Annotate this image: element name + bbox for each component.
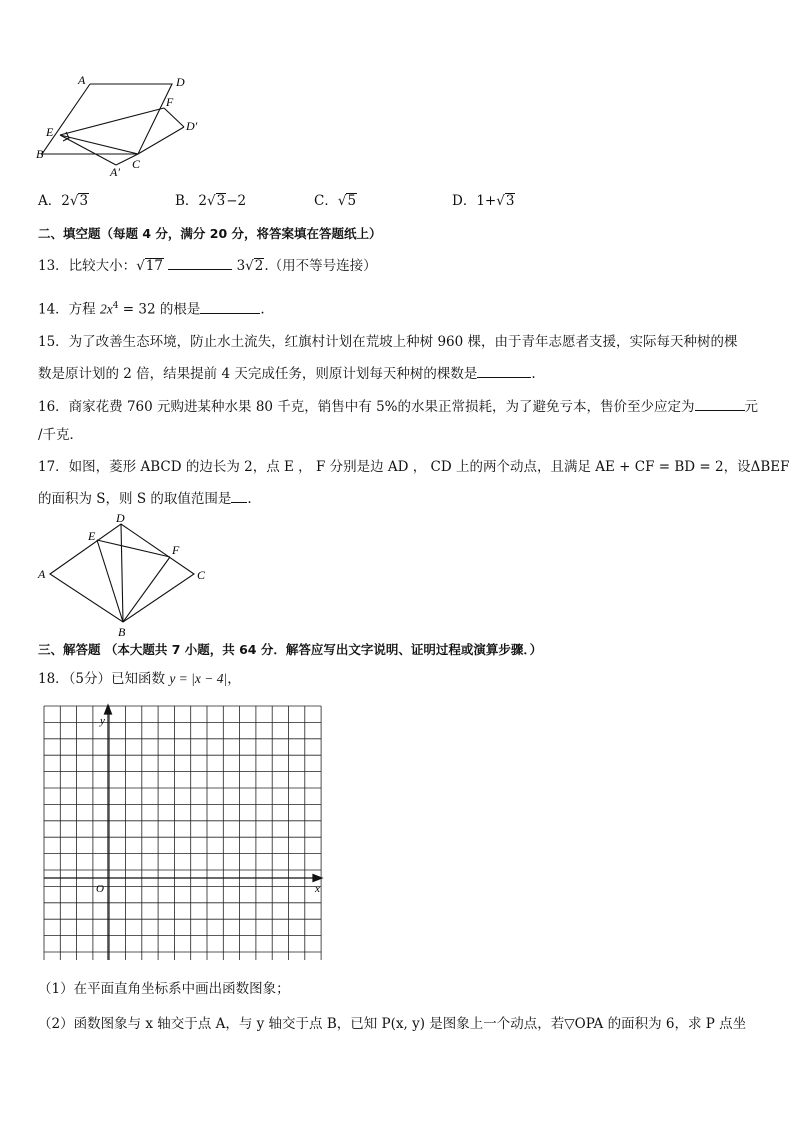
rhombus-figure (34, 512, 214, 640)
label-B: B (36, 147, 44, 161)
label-E: E (46, 125, 54, 139)
question-18-part2: （2）函数图象与 x 轴交于点 A，与 y 轴交于点 B，已知 P(x, y) 是图象上一个动点，若▽OPA 的面积为 6，求 P 点坐 (38, 1016, 747, 1032)
label-D: D (176, 75, 185, 89)
label-C: C (132, 157, 141, 171)
option-d: D．1+√3 (452, 193, 515, 209)
question-18-part1: （1）在平面直角坐标系中画出函数图象； (38, 981, 290, 997)
label-A: A (38, 567, 46, 581)
answer-blank (477, 363, 531, 378)
question-16-line1: 16．商家花费 760 元购进某种水果 80 千克，销售中有 5%的水果正常损耗，为了避免亏本，售价至少应定为 元 (38, 396, 758, 416)
label-F: F (166, 95, 174, 109)
question-15-line2: 数是原计划的 2 倍，结果提前 4 天完成任务，则原计划每天种树的棵数是 . (38, 363, 536, 383)
option-c: C．√5 (314, 193, 357, 209)
answer-blank (695, 396, 745, 411)
question-17-line2: 的面积为 S，则 S 的取值范围是 . (38, 488, 252, 508)
question-18: 18．（5分）已知函数 y = |x − 4|， (38, 671, 241, 687)
answer-blank (231, 488, 247, 503)
section-3-title: 三、解答题 （本大题共 7 小题，共 64 分．解答应写出文字说明、证明过程或演算步骤．） (38, 642, 543, 657)
label-A: A (78, 73, 86, 87)
label-D: D (116, 512, 125, 525)
option-b: B．2√3−2 (175, 193, 247, 209)
question-16-line2: /千克． (38, 427, 84, 443)
answer-blank (168, 255, 232, 270)
section-2-title: 二、填空题（每题 4 分，满分 20 分，将答案填在答题纸上） (38, 226, 382, 241)
label-C: C (197, 568, 206, 582)
question-13: 13．比较大小：√17 3√2.（用不等号连接） (38, 255, 377, 275)
label-D-prime: D′ (186, 119, 198, 133)
label-A-prime: A′ (110, 165, 120, 179)
answer-blank (200, 299, 260, 314)
label-B: B (118, 625, 126, 639)
coordinate-grid (40, 702, 330, 964)
parallelogram-figure (30, 72, 220, 180)
question-14: 14．方程 $2x^4 = 32$ 的根是 . (38, 297, 265, 319)
option-a: A．2√3 (38, 193, 89, 209)
question-15-line1: 15．为了改善生态环境，防止水土流失，红旗村计划在荒坡上种树 960 棵，由于青年志愿者支援，实际每天种树的棵 (38, 334, 738, 350)
question-17-line1: 17．如图，菱形 ABCD 的边长为 2，点 E ， F 分别是边 AD ， CD 上的两个动点，且满足 AE + CF = BD = 2，设ΔBEF (38, 459, 790, 475)
y-axis-label: y (100, 715, 105, 727)
origin-label: O (96, 883, 104, 895)
x-axis-label: x (315, 883, 320, 895)
label-F: F (172, 543, 180, 557)
label-E: E (88, 529, 96, 543)
